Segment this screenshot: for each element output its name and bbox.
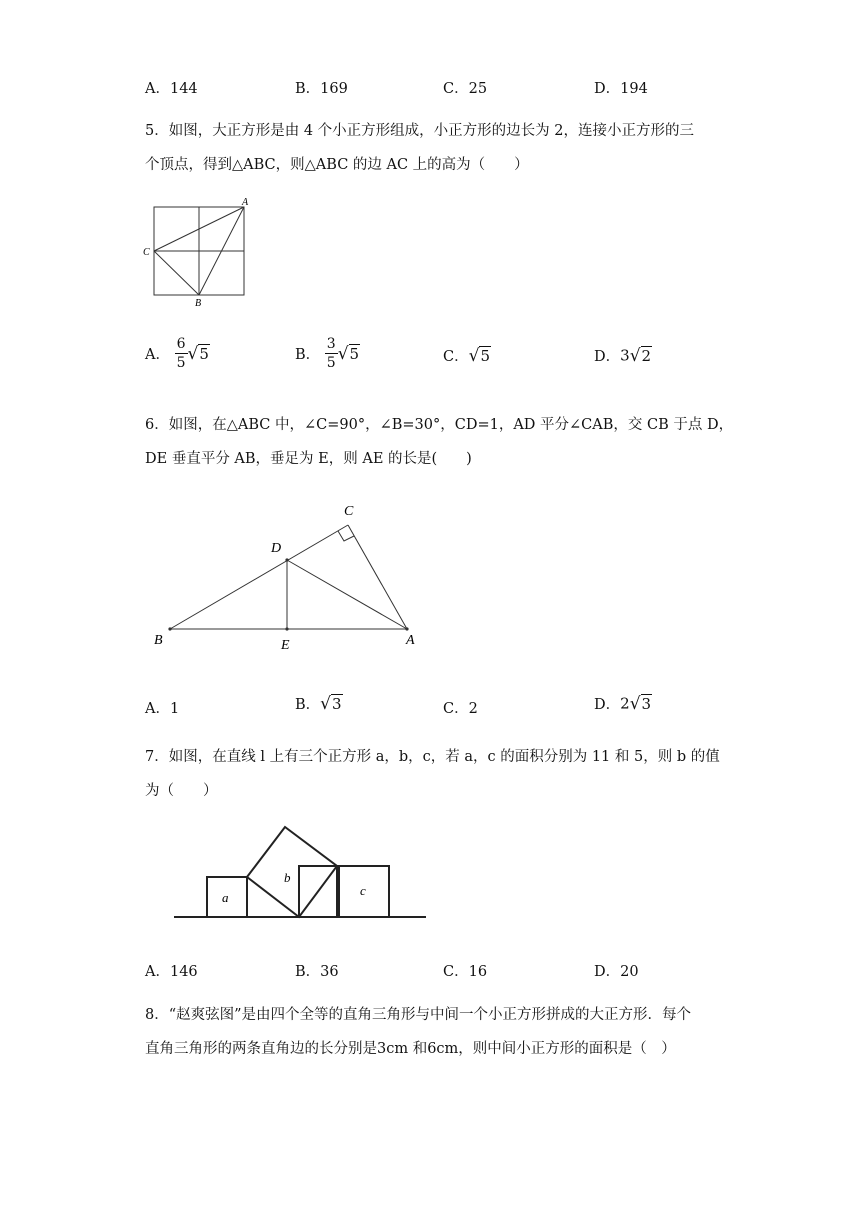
q7-label-c: c [360,883,366,898]
q7-label-b: b [284,870,291,885]
q5-option-b-label: B． [295,347,321,363]
q4-option-b: B．169 [295,81,348,97]
q6-label-e: E [281,638,290,653]
q6-text-line1: 6．如图，在△ABC 中，∠C=90°，∠B=30°，CD=1，AD 平分∠CAB，交 CB 于点 D， [145,417,734,433]
q5-option-b-fraction [325,337,338,370]
q5-option-a [145,337,210,370]
q5-option-b-radicand: 5 [349,344,360,363]
q5-option-b-radical: √5 [337,343,360,364]
q5-option-b [295,337,360,370]
q5-option-a-radicand: 5 [199,344,209,363]
q5-option-a-label: A． [145,347,170,363]
q4-option-c: C．25 [443,81,488,97]
q5-option-b-numerator: 3 [326,336,336,352]
q7-option-c: C．16 [443,964,488,980]
q5-option-a-fraction [175,337,188,370]
q4-option-d: D．194 [594,81,648,97]
q5-label-a: A [242,197,249,208]
q5-option-a-radical: √5 [187,343,209,364]
q6-option-d-coefficient: 2 [620,694,630,713]
q6-label-b: B [154,633,163,648]
q7-text-line2: 为（ ） [145,783,218,799]
q5-option-d-radicand: 2 [641,346,652,365]
q5-option-a-numerator: 6 [176,336,186,352]
q5-text-line2: 个顶点，得到△ABC，则△ABC 的边 AC 上的高为（ ） [145,157,529,173]
q6-option-d-radical: √3 [629,693,652,714]
q5-text-line1: 5．如图，大正方形是由 4 个小正方形组成，小正方形的边长为 2，连接小正方形的三 [145,123,695,139]
q5-label-b: B [195,298,202,309]
q6-option-d [594,693,652,714]
q5-option-d-radical: √2 [629,345,652,366]
q8-text-line1: 8．“赵爽弦图”是由四个全等的直角三角形与中间一个小正方形拼成的大正方形．每个 [145,1007,692,1023]
q5-label-c: C [143,247,150,258]
q6-figure [148,496,428,656]
q6-option-b-radicand: 3 [332,694,342,713]
q6-option-c: C．2 [443,701,478,717]
q5-option-a-denominator: 5 [176,355,186,371]
q6-option-a: A．1 [145,701,180,717]
q5-option-b-denominator: 5 [326,355,336,371]
q7-label-a: a [222,890,229,905]
q7-option-a: A．146 [145,964,198,980]
q6-option-b [295,693,343,714]
q5-option-d-label: D． [594,349,621,365]
q6-option-d-label: D． [594,697,621,713]
q6-label-a: A [406,633,415,648]
q6-option-b-radical: √3 [320,693,342,714]
q5-option-c-radicand: 5 [480,346,490,365]
q5-option-d-coefficient: 3 [620,346,630,365]
q5-option-c [443,345,491,366]
q7-option-d: D．20 [594,964,639,980]
q4-option-a: A．144 [145,81,198,97]
q7-figure [170,822,430,924]
q6-label-c: C [344,504,354,519]
q7-option-b: B．36 [295,964,339,980]
q6-label-d: D [271,541,282,556]
q6-option-d-radicand: 3 [641,694,652,713]
q5-option-d [594,345,652,366]
q6-option-b-label: B． [295,697,321,713]
q5-option-c-radical: √5 [468,345,490,366]
q8-text-line2: 直角三角形的两条直角边的长分别是3cm 和6cm，则中间小正方形的面积是（ ） [145,1041,676,1057]
q5-option-c-label: C． [443,349,469,365]
q7-text-line1: 7．如图，在直线 l 上有三个正方形 a，b，c，若 a，c 的面积分别为 11 和 5，则 b 的值 [145,749,720,765]
q6-text-line2: DE 垂直平分 AB，垂足为 E，则 AE 的长是( ) [145,451,472,467]
q5-figure [140,195,260,310]
